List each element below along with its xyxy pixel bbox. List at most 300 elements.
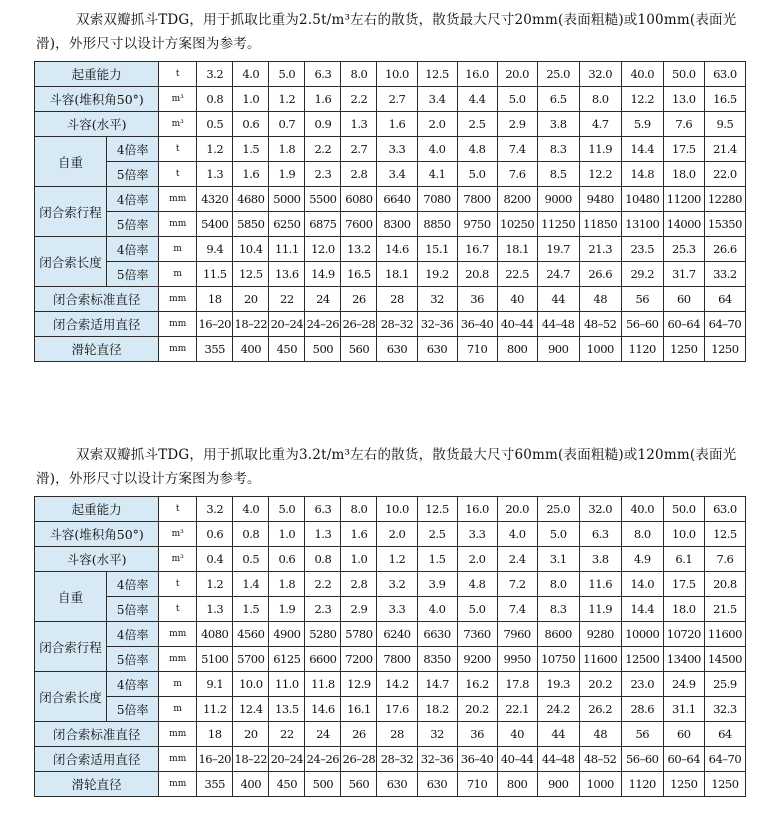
value-cell: 12.5 <box>704 522 745 547</box>
value-cell: 24 <box>305 722 341 747</box>
value-cell: 48–52 <box>579 747 621 772</box>
row-label: 闭合索长度 <box>35 237 107 287</box>
value-cell: 21.5 <box>704 597 745 622</box>
value-cell: 4080 <box>197 622 233 647</box>
value-cell: 5.0 <box>537 522 579 547</box>
value-cell: 22 <box>269 722 305 747</box>
value-cell: 7.6 <box>704 547 745 572</box>
value-cell: 16.7 <box>457 237 497 262</box>
value-cell: 5400 <box>197 212 233 237</box>
value-cell: 0.9 <box>305 112 341 137</box>
value-cell: 12.2 <box>579 162 621 187</box>
row-sublabel: 4倍率 <box>107 622 159 647</box>
value-cell: 18.0 <box>663 597 704 622</box>
value-cell: 48 <box>579 722 621 747</box>
value-cell: 10000 <box>621 622 663 647</box>
value-cell: 20.8 <box>457 262 497 287</box>
value-cell: 5.0 <box>269 497 305 522</box>
row-label: 闭合索标准直径 <box>35 722 159 747</box>
table-row <box>35 112 746 137</box>
value-cell: 1250 <box>704 337 745 362</box>
value-cell: 800 <box>497 772 537 797</box>
value-cell: 12500 <box>621 647 663 672</box>
value-cell: 1.0 <box>341 547 377 572</box>
value-cell: 20 <box>233 722 269 747</box>
value-cell: 25.0 <box>537 497 579 522</box>
value-cell: 17.5 <box>663 137 704 162</box>
table-row <box>35 697 746 722</box>
value-cell: 11.2 <box>197 697 233 722</box>
table-row <box>35 287 746 312</box>
value-cell: 56 <box>621 722 663 747</box>
unit-cell: m <box>159 697 197 722</box>
table-row <box>35 522 746 547</box>
value-cell: 6640 <box>377 187 417 212</box>
value-cell: 630 <box>417 772 457 797</box>
unit-cell: t <box>159 137 197 162</box>
value-cell: 0.8 <box>305 547 341 572</box>
value-cell: 7360 <box>457 622 497 647</box>
value-cell: 16.0 <box>457 497 497 522</box>
value-cell: 25.3 <box>663 237 704 262</box>
value-cell: 1.3 <box>341 112 377 137</box>
value-cell: 1.4 <box>233 572 269 597</box>
row-sublabel: 5倍率 <box>107 647 159 672</box>
value-cell: 1.5 <box>233 597 269 622</box>
value-cell: 2.0 <box>457 547 497 572</box>
value-cell: 1.3 <box>305 522 341 547</box>
value-cell: 24–26 <box>305 747 341 772</box>
table-row <box>35 497 746 522</box>
value-cell: 60 <box>663 722 704 747</box>
table-row <box>35 772 746 797</box>
value-cell: 20.0 <box>497 62 537 87</box>
value-cell: 9200 <box>457 647 497 672</box>
value-cell: 4.0 <box>497 522 537 547</box>
value-cell: 4.4 <box>457 87 497 112</box>
row-sublabel: 4倍率 <box>107 137 159 162</box>
value-cell: 48–52 <box>579 312 621 337</box>
value-cell: 12280 <box>704 187 745 212</box>
value-cell: 14.9 <box>305 262 341 287</box>
value-cell: 60–64 <box>663 747 704 772</box>
value-cell: 14.4 <box>621 137 663 162</box>
value-cell: 15350 <box>704 212 745 237</box>
value-cell: 560 <box>341 772 377 797</box>
value-cell: 40 <box>497 722 537 747</box>
table-row <box>35 597 746 622</box>
value-cell: 3.8 <box>537 112 579 137</box>
value-cell: 4.1 <box>417 162 457 187</box>
value-cell: 19.2 <box>417 262 457 287</box>
value-cell: 40.0 <box>621 497 663 522</box>
value-cell: 23.0 <box>621 672 663 697</box>
unit-cell: mm <box>159 312 197 337</box>
value-cell: 2.7 <box>341 137 377 162</box>
value-cell: 20–24 <box>269 312 305 337</box>
value-cell: 450 <box>269 772 305 797</box>
value-cell: 1.2 <box>197 572 233 597</box>
row-label: 自重 <box>35 137 107 187</box>
value-cell: 500 <box>305 772 341 797</box>
table-row <box>35 87 746 112</box>
value-cell: 18 <box>197 287 233 312</box>
value-cell: 12.9 <box>341 672 377 697</box>
value-cell: 8.0 <box>341 62 377 87</box>
intro-paragraph-2: 双索双瓣抓斗TDG，用于抓取比重为3.2t/m³左右的散货，散货最大尺寸60mm(表面粗糙)或120mm(表面光滑)，外形尺寸以设计方案图为参考。 <box>36 447 737 487</box>
value-cell: 11.9 <box>579 597 621 622</box>
value-cell: 20.8 <box>704 572 745 597</box>
value-cell: 32.3 <box>704 697 745 722</box>
value-cell: 8.0 <box>537 572 579 597</box>
value-cell: 44 <box>537 287 579 312</box>
row-sublabel: 4倍率 <box>107 187 159 212</box>
value-cell: 26.6 <box>704 237 745 262</box>
value-cell: 64–70 <box>704 312 745 337</box>
value-cell: 19.7 <box>537 237 579 262</box>
value-cell: 12.5 <box>233 262 269 287</box>
value-cell: 24.7 <box>537 262 579 287</box>
value-cell: 26 <box>341 722 377 747</box>
value-cell: 9750 <box>457 212 497 237</box>
value-cell: 11.6 <box>579 572 621 597</box>
value-cell: 7080 <box>417 187 457 212</box>
row-sublabel: 4倍率 <box>107 572 159 597</box>
value-cell: 17.6 <box>377 697 417 722</box>
value-cell: 28–32 <box>377 747 417 772</box>
value-cell: 14000 <box>663 212 704 237</box>
value-cell: 56 <box>621 287 663 312</box>
value-cell: 1.0 <box>269 522 305 547</box>
value-cell: 40–44 <box>497 747 537 772</box>
value-cell: 8600 <box>537 622 579 647</box>
value-cell: 8.0 <box>579 87 621 112</box>
value-cell: 10250 <box>497 212 537 237</box>
value-cell: 64 <box>704 287 745 312</box>
value-cell: 5.0 <box>457 597 497 622</box>
value-cell: 3.1 <box>537 547 579 572</box>
value-cell: 12.4 <box>233 697 269 722</box>
value-cell: 630 <box>377 772 417 797</box>
value-cell: 1.6 <box>341 522 377 547</box>
value-cell: 10750 <box>537 647 579 672</box>
value-cell: 1250 <box>704 772 745 797</box>
row-label: 滑轮直径 <box>35 772 159 797</box>
value-cell: 3.2 <box>197 62 233 87</box>
value-cell: 5280 <box>305 622 341 647</box>
value-cell: 450 <box>269 337 305 362</box>
value-cell: 3.8 <box>579 547 621 572</box>
value-cell: 7200 <box>341 647 377 672</box>
value-cell: 400 <box>233 337 269 362</box>
value-cell: 11.0 <box>269 672 305 697</box>
value-cell: 1120 <box>621 337 663 362</box>
value-cell: 20.2 <box>457 697 497 722</box>
row-label: 起重能力 <box>35 497 159 522</box>
value-cell: 560 <box>341 337 377 362</box>
row-label: 自重 <box>35 572 107 622</box>
unit-cell: mm <box>159 212 197 237</box>
value-cell: 5.9 <box>621 112 663 137</box>
value-cell: 6125 <box>269 647 305 672</box>
value-cell: 1.9 <box>269 597 305 622</box>
value-cell: 2.7 <box>377 87 417 112</box>
value-cell: 11600 <box>579 647 621 672</box>
value-cell: 6250 <box>269 212 305 237</box>
value-cell: 2.9 <box>341 597 377 622</box>
value-cell: 22.0 <box>704 162 745 187</box>
value-cell: 8.3 <box>537 597 579 622</box>
unit-cell: t <box>159 162 197 187</box>
value-cell: 20.0 <box>497 497 537 522</box>
value-cell: 1.2 <box>197 137 233 162</box>
row-label: 斗容(堆积角50°) <box>35 522 159 547</box>
value-cell: 355 <box>197 337 233 362</box>
value-cell: 14.6 <box>377 237 417 262</box>
value-cell: 20 <box>233 287 269 312</box>
value-cell: 16.5 <box>341 262 377 287</box>
value-cell: 3.3 <box>377 137 417 162</box>
value-cell: 500 <box>305 337 341 362</box>
value-cell: 4.8 <box>457 137 497 162</box>
value-cell: 11.1 <box>269 237 305 262</box>
row-label: 斗容(水平) <box>35 112 159 137</box>
value-cell: 355 <box>197 772 233 797</box>
value-cell: 22 <box>269 287 305 312</box>
value-cell: 5.0 <box>457 162 497 187</box>
value-cell: 2.5 <box>457 112 497 137</box>
unit-cell: m³ <box>159 522 197 547</box>
value-cell: 6600 <box>305 647 341 672</box>
value-cell: 33.2 <box>704 262 745 287</box>
value-cell: 900 <box>537 772 579 797</box>
value-cell: 1250 <box>663 337 704 362</box>
value-cell: 28–32 <box>377 312 417 337</box>
value-cell: 5780 <box>341 622 377 647</box>
table-row <box>35 237 746 262</box>
value-cell: 26.6 <box>579 262 621 287</box>
value-cell: 5700 <box>233 647 269 672</box>
value-cell: 10.0 <box>233 672 269 697</box>
value-cell: 23.5 <box>621 237 663 262</box>
row-label: 闭合索适用直径 <box>35 312 159 337</box>
unit-cell: t <box>159 497 197 522</box>
value-cell: 800 <box>497 337 537 362</box>
value-cell: 28.6 <box>621 697 663 722</box>
value-cell: 8.3 <box>537 137 579 162</box>
value-cell: 8300 <box>377 212 417 237</box>
value-cell: 2.2 <box>305 572 341 597</box>
value-cell: 13.2 <box>341 237 377 262</box>
value-cell: 5.0 <box>269 62 305 87</box>
value-cell: 60 <box>663 287 704 312</box>
value-cell: 4.0 <box>233 62 269 87</box>
value-cell: 2.3 <box>305 597 341 622</box>
unit-cell: t <box>159 597 197 622</box>
intro-paragraph-1: 双索双瓣抓斗TDG，用于抓取比重为2.5t/m³左右的散货，散货最大尺寸20mm(表面粗糙)或100mm(表面光滑)，外形尺寸以设计方案图为参考。 <box>36 12 737 52</box>
value-cell: 14.6 <box>305 697 341 722</box>
value-cell: 36 <box>457 287 497 312</box>
value-cell: 8.5 <box>537 162 579 187</box>
value-cell: 36 <box>457 722 497 747</box>
value-cell: 32–36 <box>417 747 457 772</box>
value-cell: 9480 <box>579 187 621 212</box>
value-cell: 1000 <box>579 337 621 362</box>
row-label: 闭合索适用直径 <box>35 747 159 772</box>
value-cell: 32–36 <box>417 312 457 337</box>
value-cell: 36–40 <box>457 312 497 337</box>
value-cell: 7800 <box>377 647 417 672</box>
value-cell: 13.6 <box>269 262 305 287</box>
value-cell: 0.5 <box>197 112 233 137</box>
value-cell: 0.6 <box>233 112 269 137</box>
value-cell: 24.2 <box>537 697 579 722</box>
value-cell: 7.4 <box>497 137 537 162</box>
row-label: 闭合索行程 <box>35 187 107 237</box>
value-cell: 11.8 <box>305 672 341 697</box>
value-cell: 14.2 <box>377 672 417 697</box>
value-cell: 14.8 <box>621 162 663 187</box>
value-cell: 8850 <box>417 212 457 237</box>
value-cell: 6.1 <box>663 547 704 572</box>
value-cell: 31.7 <box>663 262 704 287</box>
unit-cell: mm <box>159 772 197 797</box>
value-cell: 18.1 <box>377 262 417 287</box>
value-cell: 2.5 <box>417 522 457 547</box>
value-cell: 6080 <box>341 187 377 212</box>
value-cell: 4560 <box>233 622 269 647</box>
value-cell: 5850 <box>233 212 269 237</box>
value-cell: 16.0 <box>457 62 497 87</box>
value-cell: 8.0 <box>621 522 663 547</box>
table-row <box>35 747 746 772</box>
value-cell: 9000 <box>537 187 579 212</box>
value-cell: 1.5 <box>233 137 269 162</box>
value-cell: 4900 <box>269 622 305 647</box>
value-cell: 3.4 <box>417 87 457 112</box>
value-cell: 1.8 <box>269 137 305 162</box>
value-cell: 40.0 <box>621 62 663 87</box>
table-row <box>35 722 746 747</box>
value-cell: 18–22 <box>233 312 269 337</box>
value-cell: 40 <box>497 287 537 312</box>
value-cell: 900 <box>537 337 579 362</box>
value-cell: 4.7 <box>579 112 621 137</box>
value-cell: 60–64 <box>663 312 704 337</box>
value-cell: 25.9 <box>704 672 745 697</box>
value-cell: 9950 <box>497 647 537 672</box>
value-cell: 10720 <box>663 622 704 647</box>
row-sublabel: 5倍率 <box>107 212 159 237</box>
value-cell: 11250 <box>537 212 579 237</box>
value-cell: 24.9 <box>663 672 704 697</box>
value-cell: 16–20 <box>197 747 233 772</box>
row-sublabel: 5倍率 <box>107 697 159 722</box>
value-cell: 16.5 <box>704 87 745 112</box>
unit-cell: t <box>159 572 197 597</box>
value-cell: 11.9 <box>579 137 621 162</box>
table-row <box>35 312 746 337</box>
value-cell: 7.4 <box>497 597 537 622</box>
value-cell: 2.0 <box>377 522 417 547</box>
value-cell: 5500 <box>305 187 341 212</box>
unit-cell: mm <box>159 747 197 772</box>
value-cell: 3.9 <box>417 572 457 597</box>
value-cell: 32.0 <box>579 62 621 87</box>
row-label: 斗容(堆积角50°) <box>35 87 159 112</box>
value-cell: 14.7 <box>417 672 457 697</box>
value-cell: 6.3 <box>305 62 341 87</box>
value-cell: 18.0 <box>663 162 704 187</box>
value-cell: 24–26 <box>305 312 341 337</box>
value-cell: 32 <box>417 722 457 747</box>
value-cell: 12.2 <box>621 87 663 112</box>
table-row <box>35 212 746 237</box>
value-cell: 26.2 <box>579 697 621 722</box>
unit-cell: m <box>159 237 197 262</box>
value-cell: 3.3 <box>457 522 497 547</box>
value-cell: 630 <box>417 337 457 362</box>
table-row <box>35 62 746 87</box>
value-cell: 3.2 <box>197 497 233 522</box>
table-row <box>35 622 746 647</box>
value-cell: 14500 <box>704 647 745 672</box>
value-cell: 12.5 <box>417 62 457 87</box>
value-cell: 11600 <box>704 622 745 647</box>
value-cell: 16.1 <box>341 697 377 722</box>
row-label: 闭合索标准直径 <box>35 287 159 312</box>
value-cell: 630 <box>377 337 417 362</box>
value-cell: 3.3 <box>377 597 417 622</box>
value-cell: 2.8 <box>341 572 377 597</box>
value-cell: 4.0 <box>233 497 269 522</box>
value-cell: 17.5 <box>663 572 704 597</box>
value-cell: 1120 <box>621 772 663 797</box>
value-cell: 4.9 <box>621 547 663 572</box>
value-cell: 2.2 <box>305 137 341 162</box>
value-cell: 7600 <box>341 212 377 237</box>
table-row <box>35 672 746 697</box>
row-sublabel: 4倍率 <box>107 237 159 262</box>
value-cell: 21.3 <box>579 237 621 262</box>
row-label: 起重能力 <box>35 62 159 87</box>
value-cell: 13.0 <box>663 87 704 112</box>
unit-cell: mm <box>159 287 197 312</box>
value-cell: 13100 <box>621 212 663 237</box>
value-cell: 11850 <box>579 212 621 237</box>
value-cell: 10480 <box>621 187 663 212</box>
value-cell: 26–28 <box>341 747 377 772</box>
value-cell: 2.3 <box>305 162 341 187</box>
unit-cell: mm <box>159 722 197 747</box>
row-sublabel: 5倍率 <box>107 262 159 287</box>
value-cell: 10.0 <box>663 522 704 547</box>
value-cell: 4680 <box>233 187 269 212</box>
value-cell: 50.0 <box>663 497 704 522</box>
value-cell: 9280 <box>579 622 621 647</box>
value-cell: 10.4 <box>233 237 269 262</box>
value-cell: 22.5 <box>497 262 537 287</box>
value-cell: 3.4 <box>377 162 417 187</box>
value-cell: 18 <box>197 722 233 747</box>
value-cell: 0.7 <box>269 112 305 137</box>
value-cell: 6.5 <box>537 87 579 112</box>
unit-cell: mm <box>159 187 197 212</box>
value-cell: 36–40 <box>457 747 497 772</box>
value-cell: 0.4 <box>197 547 233 572</box>
value-cell: 25.0 <box>537 62 579 87</box>
value-cell: 4.8 <box>457 572 497 597</box>
